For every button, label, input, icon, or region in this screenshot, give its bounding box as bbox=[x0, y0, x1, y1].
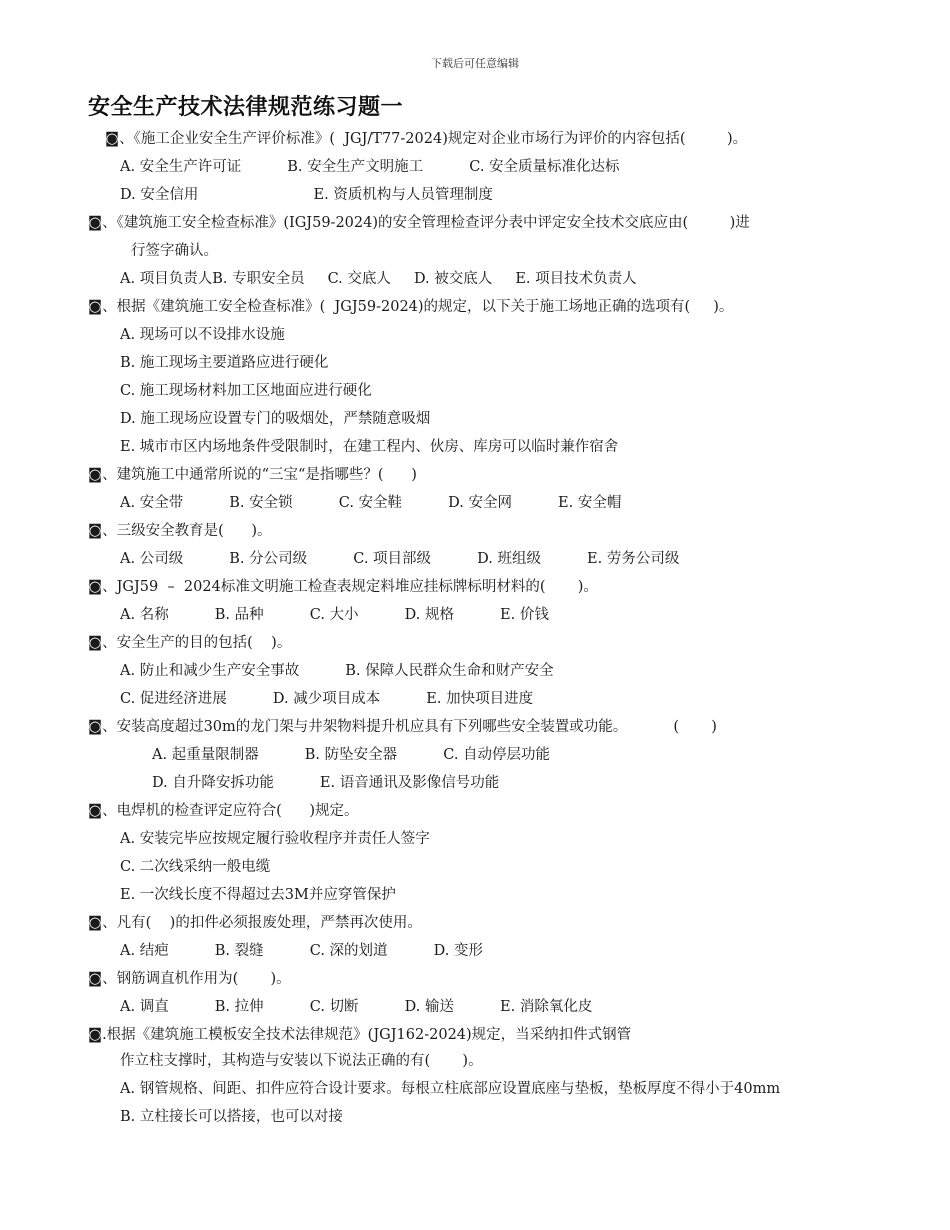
answer-options: A. 项目负责人B. 专职安全员 C. 交底人 D. 被交底人 E. 项目技术负责人 bbox=[120, 271, 637, 287]
answer-options: D. 自升降安拆功能 E. 语音通讯及影像信号功能 bbox=[152, 775, 500, 791]
question-stem: ◙、《施工企业安全生产评价标准》( JGJ/T77-2024)规定对企业市场行为评价的内容包括( )。 bbox=[105, 131, 748, 147]
answer-options: A. 安全带 B. 安全锁 C. 安全鞋 D. 安全网 E. 安全帽 bbox=[120, 495, 622, 511]
answer-options: C. 促进经济进展 D. 减少项目成本 E. 加快项目进度 bbox=[120, 691, 534, 707]
question-stem: ◙.根据《建筑施工模板安全技术法律规范》(JGJ162-2024)规定，当采纳扣件式钢管 bbox=[88, 1027, 632, 1043]
question-stem: ◙、JGJ59 – 2024标准文明施工检查表规定料堆应挂标牌标明材料的( )。 bbox=[88, 579, 598, 595]
question-stem: ◙、安全生产的目的包括( )。 bbox=[88, 635, 292, 651]
answer-options: A. 名称 B. 品种 C. 大小 D. 规格 E. 价钱 bbox=[120, 607, 549, 623]
question-stem-continuation: 行签字确认。 bbox=[131, 243, 218, 259]
answer-options: A. 起重量限制器 B. 防坠安全器 C. 自动停层功能 bbox=[152, 747, 551, 763]
answer-options: 作立柱支撑时，其构造与安装以下说法正确的有( )。 bbox=[120, 1053, 483, 1069]
question-stem: ◙、建筑施工中通常所说的“三宝“是指哪些？( ) bbox=[88, 467, 417, 483]
answer-options: C. 二次线采纳一般电缆 bbox=[120, 859, 271, 875]
answer-options: A. 安装完毕应按规定履行验收程序并责任人签字 bbox=[120, 831, 430, 847]
answer-options: A. 公司级 B. 分公司级 C. 项目部级 D. 班组级 E. 劳务公司级 bbox=[120, 551, 680, 567]
question-stem: ◙、电焊机的检查评定应符合( )规定。 bbox=[88, 803, 359, 819]
question-stem: ◙、三级安全教育是( )。 bbox=[88, 523, 272, 539]
page-header: 下载后可任意编辑 bbox=[431, 57, 519, 70]
answer-options: A. 钢管规格、间距、扣件应符合设计要求。每根立柱底部应设置底座与垫板，垫板厚度不得小于40mm bbox=[120, 1081, 781, 1097]
answer-options: E. 城市市区内场地条件受限制时，在建工程内、伙房、库房可以临时兼作宿舍 bbox=[120, 439, 619, 455]
answer-options: A. 防止和减少生产安全事故 B. 保障人民群众生命和财产安全 bbox=[120, 663, 554, 679]
answer-options: A. 安全生产许可证 B. 安全生产文明施工 C. 安全质量标准化达标 bbox=[120, 159, 620, 175]
answer-options: A. 结疤 B. 裂缝 C. 深的划道 D. 变形 bbox=[120, 943, 483, 959]
question-stem: ◙、《建筑施工安全检查标准》(IGJ59-2024)的安全管理检查评分表中评定安全技术交底应由( )进 bbox=[88, 215, 750, 231]
answer-options: A. 现场可以不设排水设施 bbox=[120, 327, 285, 343]
answer-options: B. 立柱接长可以搭接，也可以对接 bbox=[120, 1109, 343, 1125]
question-stem: ◙、凡有( )的扣件必须报废处理，严禁再次使用。 bbox=[88, 915, 422, 931]
answer-options: D. 施工现场应设置专门的吸烟处，严禁随意吸烟 bbox=[120, 411, 431, 427]
answer-options: C. 施工现场材料加工区地面应进行硬化 bbox=[120, 383, 372, 399]
question-stem: ◙、根据《建筑施工安全检查标准》( JGJ59-2024)的规定，以下关于施工场地正确的选项有( )。 bbox=[88, 299, 734, 315]
answer-options: A. 调直 B. 拉伸 C. 切断 D. 输送 E. 消除氧化皮 bbox=[120, 999, 593, 1015]
question-stem: ◙、安装高度超过30m的龙门架与井架物料提升机应具有下列哪些安全装置或功能。 ( ) bbox=[88, 719, 717, 735]
answer-options: B. 施工现场主要道路应进行硬化 bbox=[120, 355, 329, 371]
page-title: 安全生产技术法律规范练习题一 bbox=[88, 95, 404, 120]
question-stem: ◙、钢筋调直机作用为( )。 bbox=[88, 971, 291, 987]
answer-options: D. 安全信用 E. 资质机构与人员管理制度 bbox=[120, 187, 493, 203]
answer-options: E. 一次线长度不得超过去3M并应穿管保护 bbox=[120, 887, 396, 903]
